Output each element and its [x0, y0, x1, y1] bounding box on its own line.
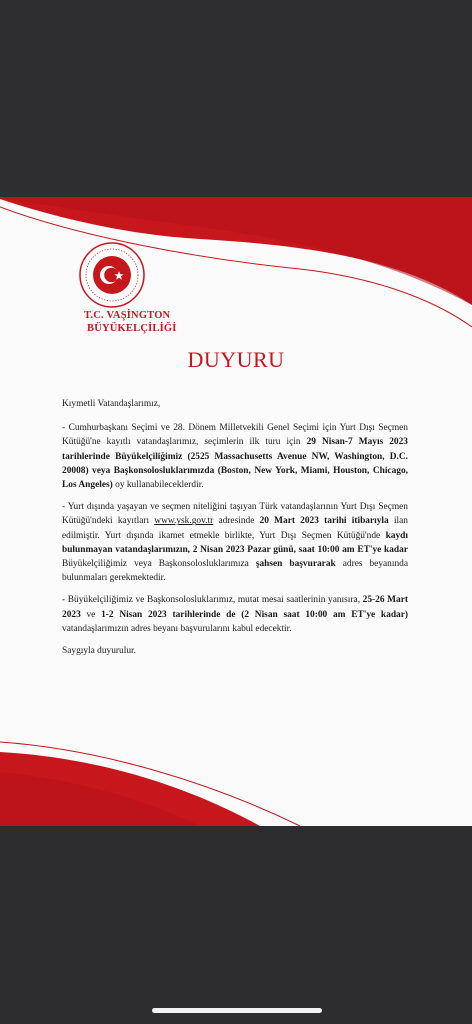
paragraph-voter-registry: - Yurt dışında yaşayan ve seçmen niteliğini taşıyan Türk vatandaşlarının Yurt Dışı Seçmen Kütüğü'ndeki kayıtları www.ysk.gov.tr adresinde 20 Mart 2023 tarihi itibarıyla ilan edilmiştir. Yurt dışında ikamet etmekle birlikte, Yurt Dışı Seçmen Kütüğü'nde kaydı bulunmayan vatandaşlarımızın, 2 Nisan 2023 Pazar günü, saat 10:00 am ET'ye kadar Büyükelçiliğimiz veya Başkonsolosluklarımıza şahsen başvurarak adres beyanında bulunmaları gerekmektedir. — [62, 502, 409, 584]
announcement-document[interactable] — [0, 197, 472, 826]
top-dark-frame — [0, 0, 472, 197]
bottom-dark-frame — [0, 826, 472, 1024]
embassy-name-line2: BÜYÜKELÇİLİĞİ — [87, 323, 177, 334]
home-indicator[interactable] — [152, 1008, 322, 1013]
letter-body — [62, 397, 408, 666]
page-title: DUYURU — [187, 347, 285, 372]
paragraph-voting-dates: - Cumhurbaşkanı Seçimi ve 28. Dönem Milletvekili Genel Seçimi için Yurt Dışı Seçmen Kütüğü'ne kayıtlı vatandaşlarımız, seçimlerin ilk turu için 29 Nisan-7 Mayıs 2023 tarihlerinde Büyükelçiliğimiz (2525 Massachusetts Avenue NW, Washington, D.C. 20008) veya Başkonsolosluklarımızda (Boston, New York, Miami, Houston, Chicago, Los Angeles) oy kullanabileceklerdir. — [62, 423, 408, 491]
ysk-link[interactable]: www.ysk.gov.tr — [154, 516, 214, 527]
greeting: Kıymetli Vatandaşlarımız, — [62, 399, 161, 409]
embassy-seal-icon — [79, 242, 145, 308]
embassy-name-line1: T.C. VAŞİNGTON — [84, 310, 171, 321]
paragraph-office-hours: - Büyükelçiliğimiz ve Başkonsolosluklarımız, mutat mesai saatlerinin yanısıra, 25-26 Mart 2023 ve 1-2 Nisan 2023 tarihlerinde de (2 Nisan saat 10:00 am ET'ye kadar) vatandaşlarımızın adres beyanı başvurularını kabul edecektir. — [62, 595, 409, 634]
closing: Saygıyla duyurulur. — [62, 646, 136, 657]
